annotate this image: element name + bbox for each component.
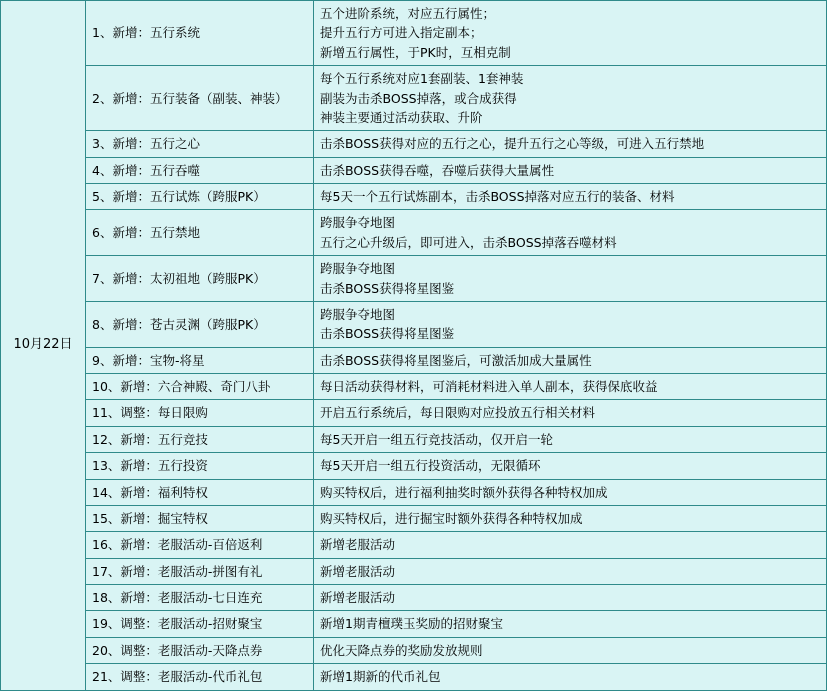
desc-line: 每5天一个五行试炼副本，击杀BOSS掉落对应五行的装备、材料	[320, 189, 675, 204]
table-row	[1, 532, 827, 558]
table-row	[1, 301, 827, 347]
desc-line: 五行之心升级后，即可进入，击杀BOSS掉落吞噬材料	[320, 234, 617, 250]
date-cell: 10月22日	[1, 1, 86, 691]
desc-line: 新增五行属性，于PK时，互相克制	[320, 44, 511, 60]
table-row	[1, 157, 827, 183]
entry-title: 13、新增：五行投资	[86, 453, 314, 479]
desc-line: 击杀BOSS获得将星图鉴后，可激活加成大量属性	[320, 352, 592, 368]
desc-line: 击杀BOSS获得将星图鉴	[320, 326, 455, 342]
desc-line: 神装主要通过活动获取、升阶	[320, 109, 483, 125]
desc-line: 击杀BOSS获得对应的五行之心，提升五行之心等级，可进入五行禁地	[320, 136, 705, 152]
entry-title: 2、新增：五行装备（副装、神装）	[86, 66, 314, 131]
entry-title: 1、新增：五行系统	[86, 1, 314, 66]
desc-line: 优化天降点券的奖励发放规则	[320, 642, 483, 658]
desc-line: 每个五行系统对应1套副装、1套神装	[320, 71, 524, 87]
desc-line: 副装为击杀BOSS掉落，或合成获得	[320, 90, 517, 106]
entry-title: 10、新增：六合神殿、奇门八卦	[86, 374, 314, 400]
entry-description	[314, 400, 827, 426]
table-row	[1, 664, 827, 690]
entry-description	[314, 1, 827, 66]
entry-description	[314, 532, 827, 558]
entry-title: 3、新增：五行之心	[86, 131, 314, 157]
entry-description	[314, 256, 827, 302]
table-row	[1, 374, 827, 400]
entry-description	[314, 637, 827, 663]
table-row	[1, 256, 827, 302]
table-row	[1, 210, 827, 256]
entry-description	[314, 347, 827, 373]
table-row	[1, 453, 827, 479]
entry-description	[314, 453, 827, 479]
desc-line: 新增1期青檀璞玉奖励的招财聚宝	[320, 616, 503, 632]
entry-description	[314, 374, 827, 400]
table-row	[1, 347, 827, 373]
entry-description	[314, 664, 827, 690]
desc-line: 每5天开启一组五行竞技活动，仅开启一轮	[320, 431, 553, 447]
entry-title: 12、新增：五行竞技	[86, 426, 314, 452]
table-row	[1, 1, 827, 66]
entry-title: 18、新增：老服活动-七日连充	[86, 585, 314, 611]
entry-description	[314, 611, 827, 637]
entry-title: 4、新增：五行吞噬	[86, 157, 314, 183]
entry-title: 6、新增：五行禁地	[86, 210, 314, 256]
table-row	[1, 479, 827, 505]
desc-line: 五个进阶系统，对应五行属性；	[320, 6, 496, 21]
entry-title: 15、新增：掘宝特权	[86, 505, 314, 531]
entry-description	[314, 131, 827, 157]
entry-title: 5、新增：五行试炼（跨服PK）	[86, 184, 314, 210]
entry-description	[314, 66, 827, 131]
table-row	[1, 611, 827, 637]
desc-line: 购买特权后，进行掘宝时额外获得各种特权加成	[320, 510, 583, 526]
entry-description	[314, 184, 827, 210]
entry-title: 8、新增：苍古灵渊（跨服PK）	[86, 301, 314, 347]
entry-description	[314, 426, 827, 452]
entry-description	[314, 558, 827, 584]
desc-line: 击杀BOSS获得将星图鉴	[320, 280, 455, 296]
table-row	[1, 131, 827, 157]
entry-title: 19、调整：老服活动-招财聚宝	[86, 611, 314, 637]
table-row	[1, 400, 827, 426]
desc-line: 提升五行方可进入指定副本；	[320, 25, 483, 41]
table-row	[1, 558, 827, 584]
entry-title: 7、新增：太初祖地（跨服PK）	[86, 256, 314, 302]
desc-line: 新增老服活动	[320, 537, 396, 553]
entry-description	[314, 479, 827, 505]
table-row	[1, 505, 827, 531]
desc-line: 每5天开启一组五行投资活动，无限循环	[320, 458, 541, 474]
desc-line: 跨服争夺地图	[320, 261, 396, 277]
table-row	[1, 585, 827, 611]
desc-line: 新增老服活动	[320, 590, 396, 605]
entry-description	[314, 505, 827, 531]
entry-description	[314, 210, 827, 256]
desc-line: 购买特权后，进行福利抽奖时额外获得各种特权加成	[320, 484, 608, 500]
desc-line: 每日活动获得材料，可消耗材料进入单人副本，获得保底收益	[320, 379, 658, 394]
desc-line: 跨服争夺地图	[320, 215, 396, 231]
entry-title: 20、调整：老服活动-天降点券	[86, 637, 314, 663]
desc-line: 新增老服活动	[320, 563, 396, 579]
table-row	[1, 637, 827, 663]
table-row	[1, 184, 827, 210]
desc-line: 开启五行系统后，每日限购对应投放五行相关材料	[320, 405, 596, 421]
entry-title: 14、新增：福利特权	[86, 479, 314, 505]
table-row	[1, 426, 827, 452]
entry-description	[314, 157, 827, 183]
entry-description	[314, 301, 827, 347]
entry-description	[314, 585, 827, 611]
table-row	[1, 66, 827, 131]
entry-title: 21、调整：老服活动-代币礼包	[86, 664, 314, 690]
entry-title: 16、新增：老服活动-百倍返利	[86, 532, 314, 558]
desc-line: 新增1期新的代币礼包	[320, 669, 441, 685]
desc-line: 跨服争夺地图	[320, 306, 396, 322]
table-body	[1, 1, 827, 691]
desc-line: 击杀BOSS获得吞噬，吞噬后获得大量属性	[320, 162, 555, 178]
entry-title: 17、新增：老服活动-拼图有礼	[86, 558, 314, 584]
entry-title: 9、新增：宝物-将星	[86, 347, 314, 373]
entry-title: 11、调整：每日限购	[86, 400, 314, 426]
